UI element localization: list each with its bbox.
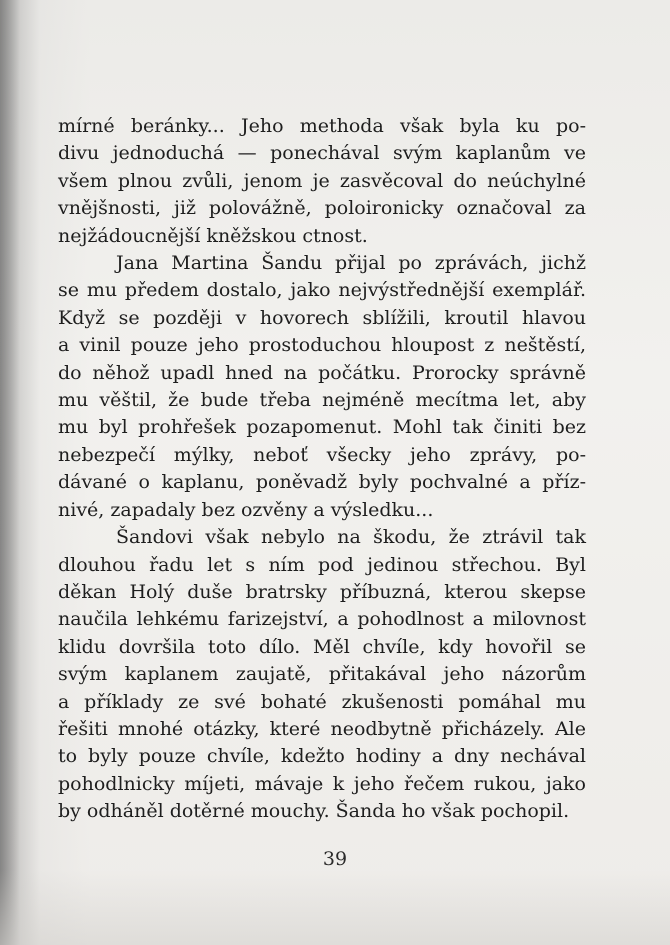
- text-line: a vinil pouze jeho prostoduchou hloupost z neštěstí,: [58, 334, 586, 357]
- gutter-shadow: [0, 0, 20, 945]
- text-line: řešiti mnohé otázky, které neodbytně přicházely. Ale: [58, 717, 586, 740]
- text-line: nivé, zapadaly bez ozvěny a výsledku...: [58, 498, 434, 521]
- text-line: mírné beránky... Jeho methoda však byla ku po-: [58, 115, 586, 137]
- text-line: by odháněl dotěrné mouchy. Šanda ho však pochopil.: [58, 800, 570, 823]
- text-line: mu byl prohřešek pozapomenut. Mohl tak činiti bez: [58, 416, 586, 439]
- text-line: naučila lehkému farizejství, a pohodlnost a milovnost: [58, 608, 586, 631]
- text-line: se mu předem dostalo, jako nejvýstřednější exemplář.: [58, 279, 586, 302]
- text-line: všem plnou zvůli, jenom je zasvěcoval do neúchylné: [58, 169, 586, 192]
- text-line: děkan Holý duše bratrsky příbuzná, kterou skepse: [58, 580, 586, 603]
- text-line: Jana Martina Šandu přijal po zprávách, jichž: [116, 252, 586, 275]
- text-line: dávané o kaplanu, poněvadž byly pochvalné a příz-: [58, 471, 586, 494]
- paragraph-1: [58, 113, 586, 250]
- text-line: mu věštil, že bude třeba nejméně mecítma let, aby: [58, 389, 586, 412]
- text-line: do něhož upadl hned na počátku. Prorocky správně: [58, 361, 586, 384]
- paragraph-3: [58, 524, 586, 825]
- text-line: divu jednoduchá — ponechával svým kaplanům ve: [58, 142, 586, 165]
- paragraph-2: [58, 250, 586, 524]
- text-line: klidu dovršila toto dílo. Měl chvíle, kdy hovořil se: [58, 635, 586, 658]
- text-line: Šandovi však nebylo na škodu, že ztrávil tak: [116, 526, 586, 549]
- text-line: to byly pouze chvíle, kdežto hodiny a dny nechával: [58, 745, 586, 768]
- text-line: svým kaplanem zaujatě, přitakával jeho názorům: [58, 663, 586, 686]
- text-line: vnějšnosti, již polovážně, poloironicky označoval za: [58, 197, 586, 220]
- text-line: pohodlnicky míjeti, mávaje k jeho řečem rukou, jako: [58, 772, 586, 795]
- text-line: nebezpečí mýlky, neboť všecky jeho zprávy, po-: [58, 443, 586, 466]
- page-bottom-shade: [0, 870, 670, 945]
- text-line: a příklady ze své bohaté zkušenosti pomáhal mu: [58, 690, 586, 713]
- text-line: dlouhou řadu let s ním pod jedinou střechou. Byl: [58, 553, 586, 576]
- text-line: Když se později v hovorech sblížili, kroutil hlavou: [58, 306, 586, 329]
- text-line: nejžádoucnější kněžskou ctnost.: [58, 224, 368, 247]
- page-number: 39: [322, 848, 348, 870]
- body-text: [58, 113, 586, 826]
